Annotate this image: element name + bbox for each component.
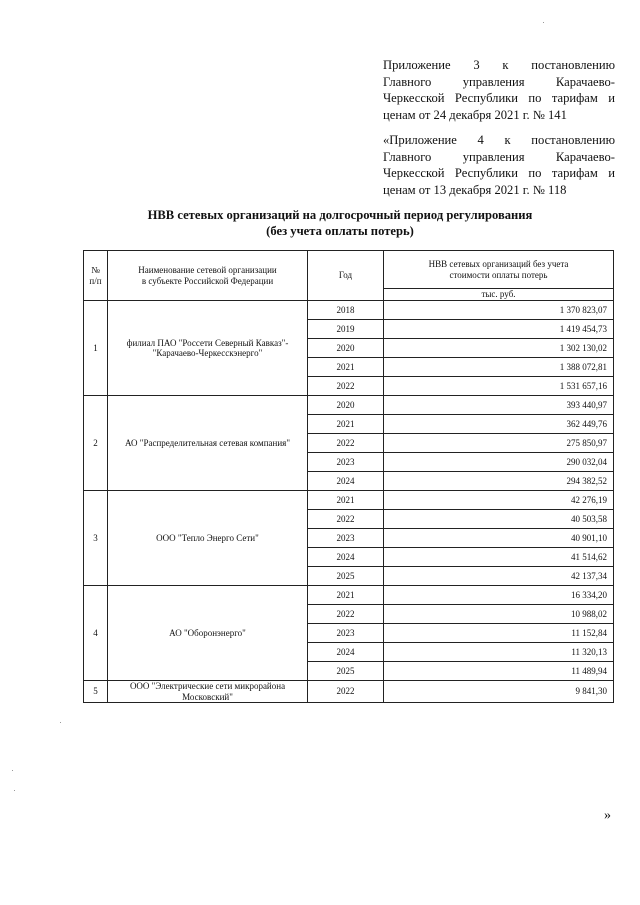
year-cell: 2022 xyxy=(308,510,384,529)
header-nvv: НВВ сетевых организаций без учета стоимости оплаты потерь xyxy=(384,251,614,289)
table-row xyxy=(84,396,614,415)
organization-name: ООО "Электрические сети микрорайона Московский" xyxy=(108,681,308,703)
scan-speck xyxy=(12,770,13,771)
appendix-line: Главного управления Карачаево- xyxy=(383,149,615,164)
organization-name: ООО "Тепло Энерго Сети" xyxy=(108,491,308,586)
appendix-line: Приложение 3 к постановлению xyxy=(383,58,615,72)
nvv-value-cell: 11 320,13 xyxy=(384,643,614,662)
row-number: 4 xyxy=(84,586,108,681)
nvv-value-cell: 1 302 130,02 xyxy=(384,339,614,358)
table-row xyxy=(84,681,614,703)
organization-name: филиал ПАО "Россети Северный Кавказ"-"Карачаево-Черкесскэнерго" xyxy=(108,301,308,396)
appendix-line: Черкесской Республики по тарифам и xyxy=(383,91,615,105)
year-cell: 2023 xyxy=(308,453,384,472)
year-cell: 2025 xyxy=(308,567,384,586)
year-cell: 2023 xyxy=(308,624,384,643)
table-row xyxy=(84,586,614,605)
table-row xyxy=(84,491,614,510)
row-number: 3 xyxy=(84,491,108,586)
nvv-value-cell: 362 449,76 xyxy=(384,415,614,434)
nvv-value-cell: 1 388 072,81 xyxy=(384,358,614,377)
year-cell: 2021 xyxy=(308,586,384,605)
nvv-value-cell: 11 489,94 xyxy=(384,662,614,681)
nvv-value-cell: 40 901,10 xyxy=(384,529,614,548)
scan-speck xyxy=(543,22,544,23)
nvv-value-cell: 1 370 823,07 xyxy=(384,301,614,320)
appendix-line: «Приложение 4 к постановлению xyxy=(383,133,615,147)
header-num: № п/п xyxy=(84,251,108,301)
appendix-line: Черкесской Республики по тарифам и xyxy=(383,166,615,180)
year-cell: 2019 xyxy=(308,320,384,339)
header-unit: тыс. руб. xyxy=(384,289,614,301)
appendix-line: ценам от 24 декабря 2021 г. № 141 xyxy=(383,107,567,122)
nvv-value-cell: 275 850,97 xyxy=(384,434,614,453)
nvv-value-cell: 16 334,20 xyxy=(384,586,614,605)
nvv-table xyxy=(83,250,614,703)
nvv-value-cell: 290 032,04 xyxy=(384,453,614,472)
year-cell: 2024 xyxy=(308,643,384,662)
nvv-table-container xyxy=(83,250,614,703)
year-cell: 2021 xyxy=(308,358,384,377)
nvv-value-cell: 10 988,02 xyxy=(384,605,614,624)
row-number: 2 xyxy=(84,396,108,491)
nvv-value-cell: 42 137,34 xyxy=(384,567,614,586)
year-cell: 2021 xyxy=(308,415,384,434)
row-number: 5 xyxy=(84,681,108,703)
organization-name: АО "Распределительная сетевая компания" xyxy=(108,396,308,491)
header-year: Год xyxy=(308,251,384,301)
year-cell: 2023 xyxy=(308,529,384,548)
nvv-value-cell: 9 841,30 xyxy=(384,681,614,703)
nvv-value-cell: 11 152,84 xyxy=(384,624,614,643)
organization-name: АО "Оборонэнерго" xyxy=(108,586,308,681)
nvv-value-cell: 42 276,19 xyxy=(384,491,614,510)
appendix-line: Главного управления Карачаево- xyxy=(383,74,615,89)
title-line-2: (без учета оплаты потерь) xyxy=(266,224,414,238)
appendix-reference-amended xyxy=(383,132,615,198)
row-number: 1 xyxy=(84,301,108,396)
year-cell: 2022 xyxy=(308,681,384,703)
year-cell: 2018 xyxy=(308,301,384,320)
closing-quote-mark: » xyxy=(604,808,611,823)
nvv-value-cell: 393 440,97 xyxy=(384,396,614,415)
year-cell: 2020 xyxy=(308,396,384,415)
year-cell: 2022 xyxy=(308,605,384,624)
year-cell: 2022 xyxy=(308,377,384,396)
year-cell: 2024 xyxy=(308,472,384,491)
nvv-value-cell: 1 531 657,16 xyxy=(384,377,614,396)
table-body xyxy=(84,301,614,703)
year-cell: 2022 xyxy=(308,434,384,453)
appendix-reference-current xyxy=(383,57,615,123)
nvv-value-cell: 1 419 454,73 xyxy=(384,320,614,339)
header-org-name: Наименование сетевой организации в субъекте Российской Федерации xyxy=(108,251,308,301)
year-cell: 2020 xyxy=(308,339,384,358)
nvv-value-cell: 41 514,62 xyxy=(384,548,614,567)
year-cell: 2025 xyxy=(308,662,384,681)
title-line-1: НВВ сетевых организаций на долгосрочный период регулирования xyxy=(147,208,533,222)
appendix-line: ценам от 13 декабря 2021 г. № 118 xyxy=(383,182,567,197)
scan-speck xyxy=(14,790,15,791)
document-title xyxy=(60,207,620,239)
scan-speck xyxy=(60,722,61,723)
nvv-value-cell: 294 382,52 xyxy=(384,472,614,491)
table-row xyxy=(84,301,614,320)
year-cell: 2021 xyxy=(308,491,384,510)
nvv-value-cell: 40 503,58 xyxy=(384,510,614,529)
year-cell: 2024 xyxy=(308,548,384,567)
